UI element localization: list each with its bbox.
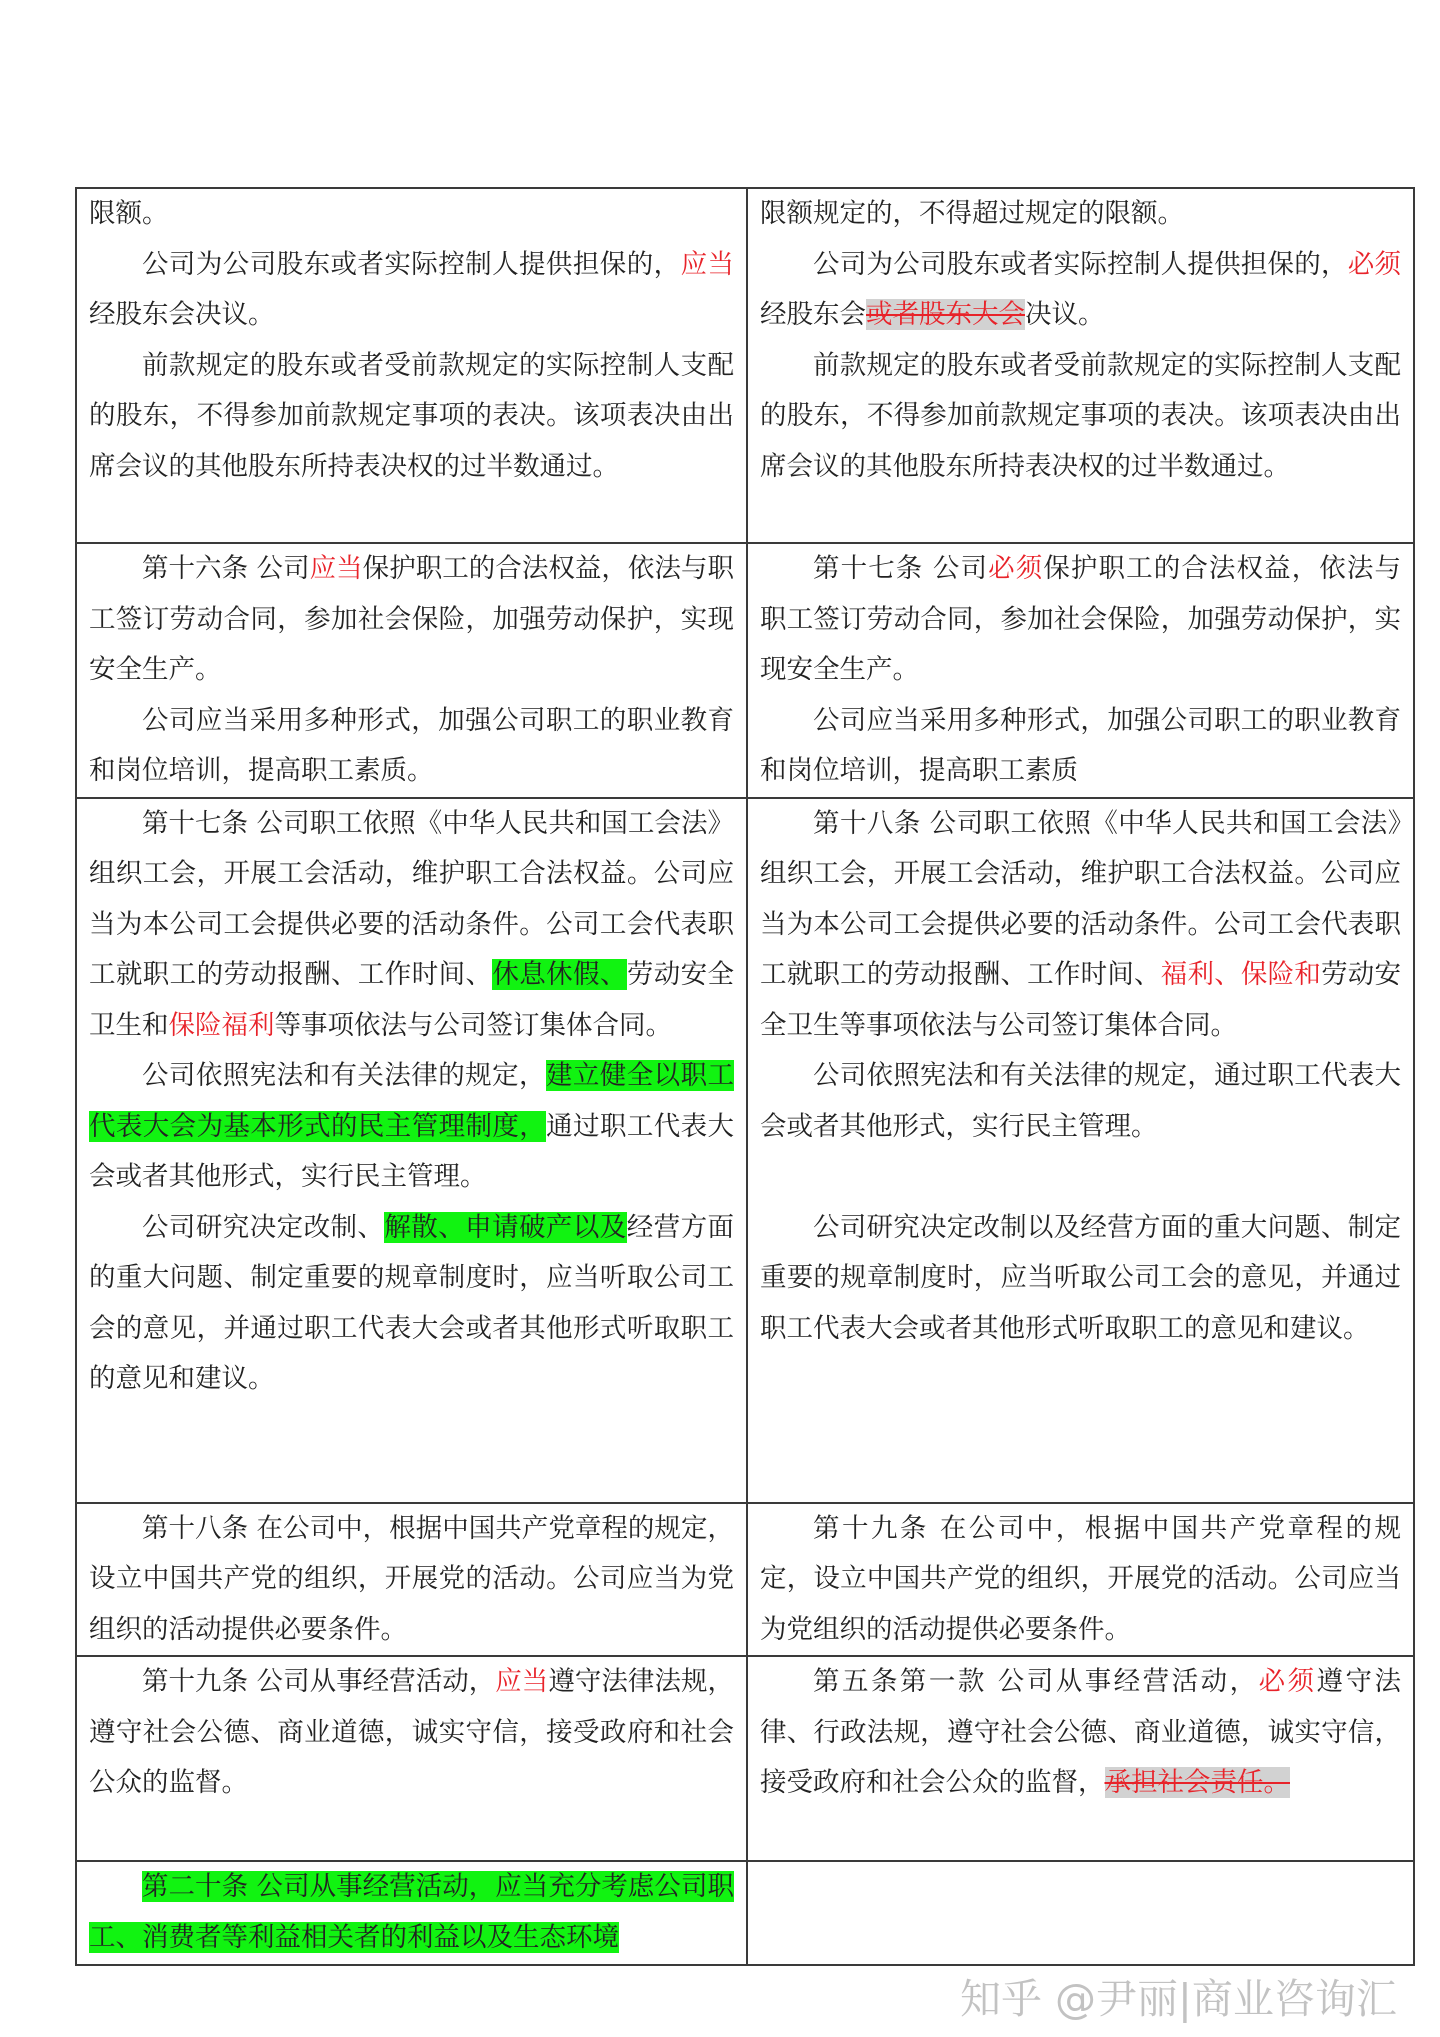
clause-paragraph: [89, 1203, 734, 1405]
clause-text: 第五条第一款 公司从事经营活动，: [813, 1666, 1259, 1697]
clause-text: 遵守法律法规，遵守社会公德、商业道德，诚实守信，接受政府和社会公众的监督。: [89, 1666, 734, 1798]
clause-paragraph: [89, 189, 734, 240]
clause-paragraph: [89, 696, 734, 797]
new-law-cell: [76, 798, 747, 1503]
added-text-highlight: 休息休假、: [492, 959, 627, 990]
clause-paragraph: [760, 341, 1401, 493]
clause-text: 公司为公司股东或者实际控制人提供担保的，: [813, 248, 1348, 280]
clause-text: 经股东会: [760, 299, 866, 330]
clause-text: 劳动安全卫生等事项依法与公司签订集体合同。: [760, 959, 1402, 1041]
clause-text: 第十七条 公司: [813, 553, 989, 584]
clause-paragraph: [760, 544, 1401, 696]
old-law-cell: [747, 1656, 1414, 1861]
changed-text: 保险福利: [168, 1009, 275, 1041]
changed-text: 必须: [1347, 248, 1402, 280]
clause-text: 限额。: [89, 198, 169, 229]
new-law-cell: [76, 1656, 747, 1861]
added-text-highlight: 第二十条 公司从事经营活动，应当充分考虑公司职工、消费者等利益相关者的利益以及生态环境: [89, 1871, 734, 1953]
clause-text: 等事项依法与公司签订集体合同。: [274, 1009, 672, 1041]
clause-paragraph: [89, 1504, 734, 1656]
changed-text: 必须: [988, 553, 1044, 584]
changed-text: 必须: [1258, 1666, 1317, 1697]
table-row: [76, 1861, 1414, 1965]
clause-text: 限额规定的，不得超过规定的限额。: [760, 198, 1184, 229]
new-law-cell: [76, 1503, 747, 1657]
table-row: [76, 543, 1414, 798]
clause-paragraph: [89, 341, 734, 493]
comparison-table: [75, 187, 1415, 1966]
clause-text: 公司研究决定改制、: [142, 1211, 385, 1243]
changed-text: 应当: [309, 553, 363, 584]
clause-paragraph: [760, 696, 1401, 797]
clause-text: 第十六条 公司: [142, 553, 310, 584]
clause-text: 第十九条 公司从事经营活动，: [142, 1666, 496, 1697]
changed-text: 福利、保险和: [1160, 959, 1322, 990]
clause-paragraph: [89, 240, 734, 341]
clause-text: 前款规定的股东或者受前款规定的实际控制人支配的股东，不得参加前款规定事项的表决。该项表决由出席会议的其他股东所持表决权的过半数通过。: [89, 349, 734, 482]
clause-text: 公司为公司股东或者实际控制人提供担保的，: [142, 248, 681, 280]
clause-text: 公司依照宪法和有关法律的规定，通过职工代表大会或者其他形式，实行民主管理。: [760, 1060, 1401, 1142]
clause-text: 经股东会决议。: [89, 299, 275, 330]
changed-text: 应当: [495, 1666, 549, 1697]
old-law-cell: [747, 188, 1414, 543]
clause-paragraph: [760, 1203, 1401, 1355]
clause-paragraph: [89, 1051, 734, 1203]
clause-text: 公司应当采用多种形式，加强公司职工的职业教育和岗位培训，提高职工素质。: [89, 704, 734, 786]
new-law-cell: [76, 188, 747, 543]
clause-text: 经营方面的重大问题、制定重要的规章制度时，应当听取公司工会的意见，并通过职工代表大会或者其他形式听取职工的意见和建议。: [89, 1211, 735, 1394]
clause-text: 劳动安全卫生和: [89, 959, 735, 1041]
old-law-cell: [747, 798, 1414, 1503]
clause-paragraph: [760, 1051, 1401, 1152]
clause-text: 保护职工的合法权益，依法与职工签订劳动合同，参加社会保险，加强劳动保护，实现安全生产。: [760, 553, 1402, 685]
table-row: [76, 1503, 1414, 1657]
clause-text: 公司依照宪法和有关法律的规定，: [142, 1060, 546, 1091]
clause-text: 遵守法律、行政法规，遵守社会公德、商业道德，诚实守信，接受政府和社会公众的监督，: [760, 1666, 1402, 1798]
table-row: [76, 1656, 1414, 1861]
clause-text: 通过职工代表大会或者其他形式，实行民主管理。: [89, 1110, 735, 1192]
new-law-cell: [76, 1861, 747, 1965]
clause-text: 公司应当采用多种形式，加强公司职工的职业教育和岗位培训，提高职工素质: [760, 704, 1401, 786]
old-law-cell: [747, 543, 1414, 798]
clause-text: 第十八条 公司职工依照《中华人民共和国工会法》组织工会，开展工会活动，维护职工合法权益。公司应当为本公司工会提供必要的活动条件。公司工会代表职工就职工的劳动报酬、工作时间、: [760, 807, 1401, 990]
clause-text: 保护职工的合法权益，依法与职工签订劳动合同，参加社会保险，加强劳动保护，实现安全生产。: [89, 553, 735, 685]
added-text-highlight: 建立健全以职工代表大会为基本形式的民主管理制度，: [89, 1060, 735, 1142]
clause-text: 第十七条 公司职工依照《中华人民共和国工会法》组织工会，开展工会活动，维护职工合法权益。公司应当为本公司工会提供必要的活动条件。公司工会代表职工就职工的劳动报酬、工作时间、: [89, 807, 734, 990]
old-law-cell: [747, 1861, 1414, 1965]
clause-paragraph: [89, 544, 734, 696]
old-law-cell: [747, 1503, 1414, 1657]
clause-text: 第十九条 在公司中，根据中国共产党章程的规定，设立中国共产党的组织，开展党的活动。公司应当为党组织的活动提供必要条件。: [760, 1512, 1401, 1645]
table-row: [76, 798, 1414, 1503]
clause-text: 公司研究决定改制以及经营方面的重大问题、制定重要的规章制度时，应当听取公司工会的意见，并通过职工代表大会或者其他形式听取职工的意见和建议。: [760, 1211, 1401, 1344]
deleted-text: 或者股东大会: [866, 299, 1025, 330]
clause-paragraph: [760, 799, 1401, 1052]
clause-paragraph: [89, 1862, 734, 1963]
deleted-text: 承担社会责任。: [1104, 1767, 1290, 1798]
comparison-table-body: [76, 188, 1414, 1965]
table-row: [76, 188, 1414, 543]
changed-text: 应当: [680, 248, 735, 280]
added-text-highlight: 解散、申请破产以及: [384, 1211, 627, 1243]
new-law-cell: [76, 543, 747, 798]
clause-text: 前款规定的股东或者受前款规定的实际控制人支配的股东，不得参加前款规定事项的表决。该项表决由出席会议的其他股东所持表决权的过半数通过。: [760, 349, 1401, 482]
clause-paragraph: [89, 799, 734, 1052]
clause-paragraph: [760, 240, 1401, 341]
clause-text: 决议。: [1025, 299, 1105, 330]
watermark: 知乎 @尹丽|商业咨询汇: [960, 1975, 1397, 2023]
clause-text: 第十八条 在公司中，根据中国共产党章程的规定，设立中国共产党的组织，开展党的活动。公司应当为党组织的活动提供必要条件。: [89, 1512, 734, 1645]
clause-paragraph: [760, 1504, 1401, 1656]
clause-paragraph: [89, 1657, 734, 1809]
clause-paragraph: [760, 189, 1401, 240]
clause-paragraph: [760, 1657, 1401, 1809]
